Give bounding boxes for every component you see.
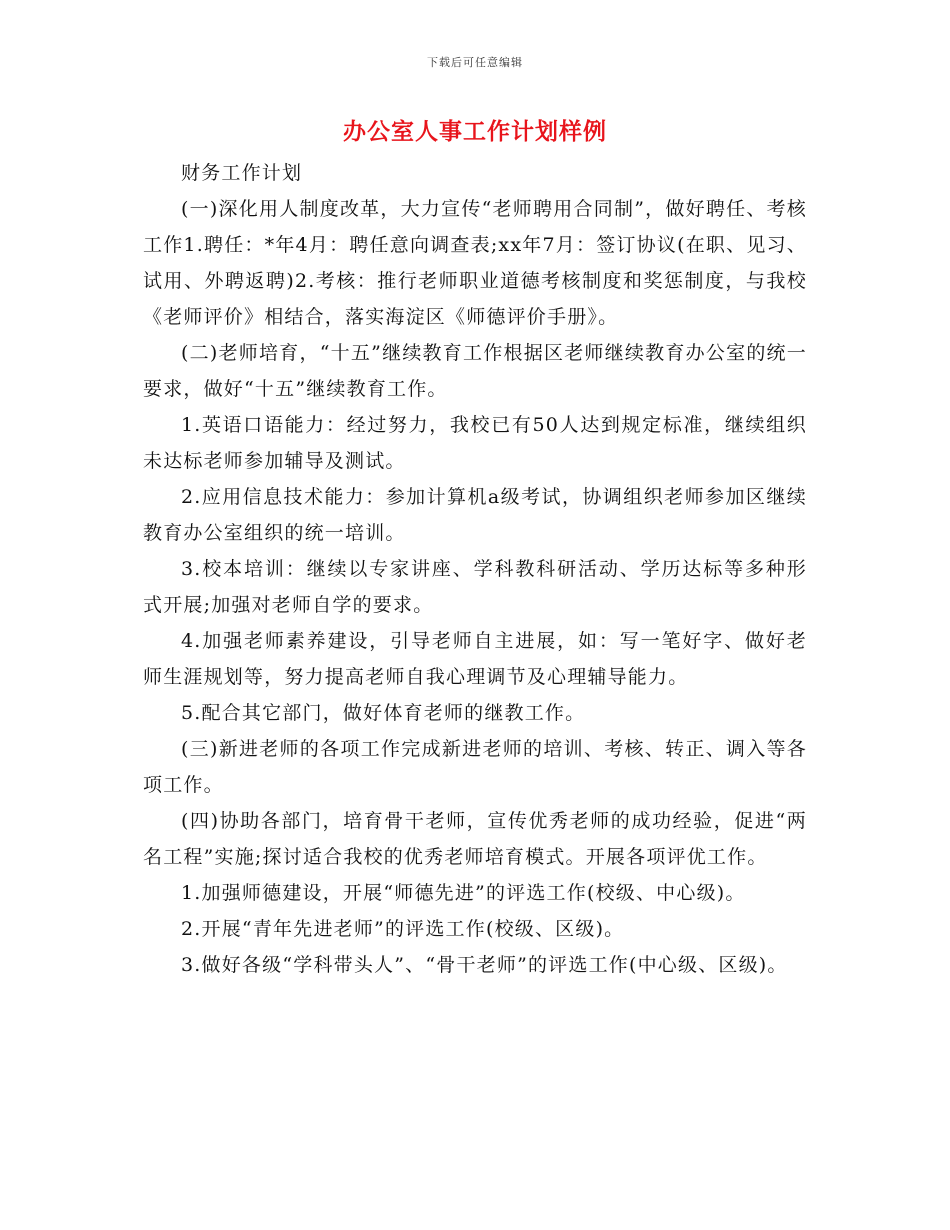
paragraph-subitem-2-2: 2.应用信息技术能力：参加计算机a级考试，协调组织老师参加区继续教育办公室组织的统一培训。 <box>143 486 807 544</box>
paragraph-item-1: (一)深化用人制度改革，大力宣传“老师聘用合同制”，做好聘任、考核工作1.聘任：*年4月：聘任意向调查表;xx年7月：签订协议(在职、见习、试用、外聘返聘)2.考核：推行老师职业道德考核制度和奖惩制度，与我校《老师评价》相结合，落实海淀区《师德评价手册》。 <box>143 198 807 328</box>
paragraph-item-4: (四)协助各部门，培育骨干老师，宣传优秀老师的成功经验，促进“两名工程”实施;探讨适合我校的优秀老师培育模式。开展各项评优工作。 <box>143 810 807 868</box>
paragraph-subitem-2-1: 1.英语口语能力：经过努力，我校已有50人达到规定标准，继续组织未达标老师参加辅导及测试。 <box>143 414 807 472</box>
paragraph-subitem-4-2: 2.开展“青年先进老师”的评选工作(校级、区级)。 <box>181 918 625 940</box>
paragraph-subitem-2-4: 4.加强老师素养建设，引导老师自主进展，如：写一笔好字、做好老师生涯规划等，努力提高老师自我心理调节及心理辅导能力。 <box>143 630 807 688</box>
paragraph-item-2: (二)老师培育，“十五”继续教育工作根据区老师继续教育办公室的统一要求，做好“十五”继续教育工作。 <box>143 342 807 400</box>
document-body <box>143 155 807 983</box>
paragraph-subitem-2-3: 3.校本培训：继续以专家讲座、学科教科研活动、学历达标等多种形式开展;加强对老师自学的要求。 <box>143 558 807 616</box>
header-note: 下载后可任意编辑 <box>427 56 523 69</box>
paragraph-section-heading: 财务工作计划 <box>181 162 303 184</box>
paragraph-subitem-2-5: 5.配合其它部门，做好体育老师的继教工作。 <box>181 702 586 724</box>
document-title: 办公室人事工作计划样例 <box>343 118 607 145</box>
paragraph-item-3: (三)新进老师的各项工作完成新进老师的培训、考核、转正、调入等各项工作。 <box>143 738 807 796</box>
paragraph-subitem-4-1: 1.加强师德建设，开展“师德先进”的评选工作(校级、中心级)。 <box>181 882 746 904</box>
paragraph-subitem-4-3: 3.做好各级“学科带头人”、“骨干老师”的评选工作(中心级、区级)。 <box>181 954 788 976</box>
